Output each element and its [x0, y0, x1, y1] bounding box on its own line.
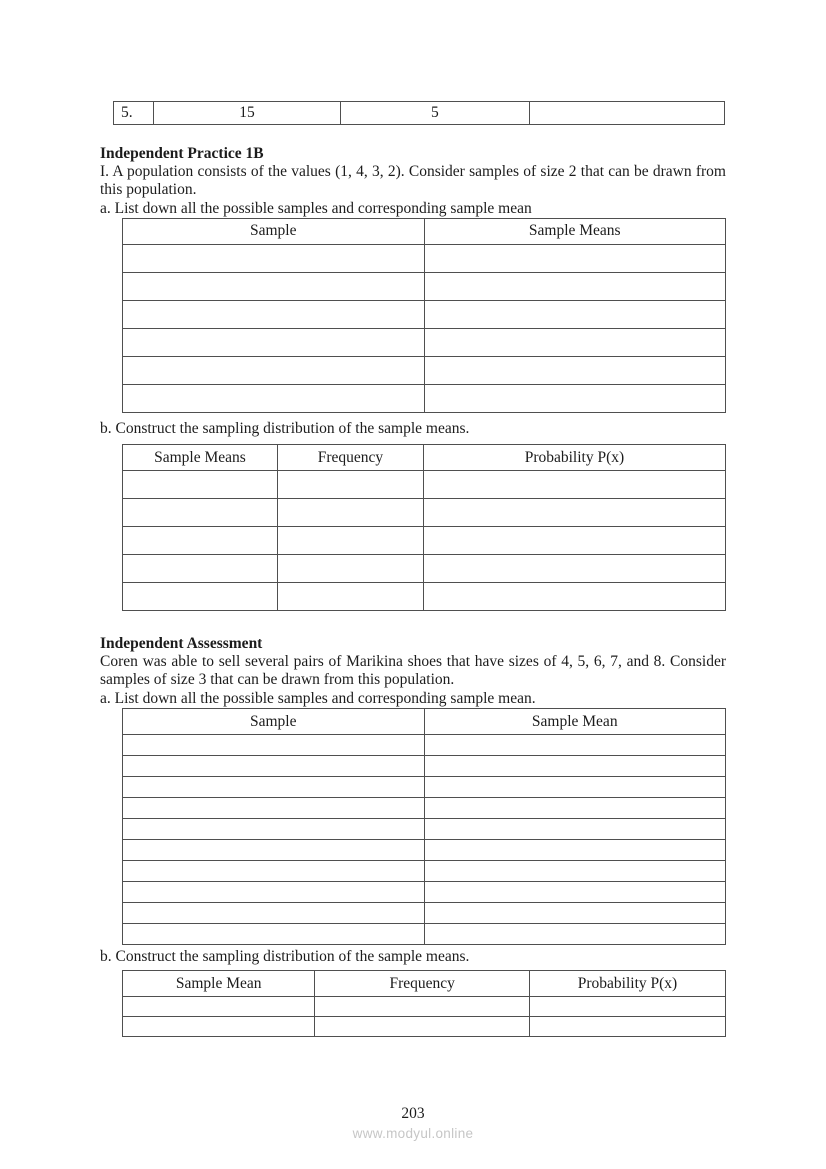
empty-table-row [123, 300, 726, 328]
empty-cell [424, 356, 726, 384]
empty-cell [123, 1017, 315, 1037]
empty-table-row [123, 527, 726, 555]
empty-cell [530, 1017, 726, 1037]
empty-cell [123, 819, 425, 840]
empty-table-row [123, 499, 726, 527]
empty-cell [123, 583, 278, 611]
column-header-frequency: Frequency [315, 971, 530, 997]
empty-cell [277, 527, 423, 555]
carryover-table [113, 101, 725, 125]
empty-cell [424, 840, 726, 861]
empty-cell [277, 555, 423, 583]
empty-table-row [123, 735, 726, 756]
empty-cell [123, 840, 425, 861]
empty-cell [530, 997, 726, 1017]
assessment-task-b: b. Construct the sampling distribution of the sample means. [100, 948, 470, 966]
table-header-row [123, 218, 726, 244]
empty-cell [315, 1017, 530, 1037]
empty-cell [530, 102, 725, 125]
empty-table-row [123, 356, 726, 384]
empty-table-row [123, 819, 726, 840]
value-cell: 5 [340, 102, 529, 125]
empty-cell [123, 272, 425, 300]
empty-cell [424, 328, 726, 356]
column-header-sample: Sample [123, 218, 425, 244]
empty-cell [423, 471, 725, 499]
empty-cell [123, 300, 425, 328]
empty-cell [424, 756, 726, 777]
assessment-samples-table [122, 708, 726, 945]
empty-table-row [123, 471, 726, 499]
page-footer [0, 1104, 826, 1141]
empty-cell [123, 997, 315, 1017]
column-header-sample-mean: Sample Mean [424, 709, 726, 735]
assessment-task-a: a. List down all the possible samples and corresponding sample mean. [100, 689, 536, 707]
empty-table-row [123, 272, 726, 300]
empty-cell [424, 272, 726, 300]
table-header-row [123, 709, 726, 735]
empty-cell [123, 924, 425, 945]
empty-cell [423, 583, 725, 611]
row-number-cell: 5. [114, 102, 154, 125]
empty-table-row [123, 583, 726, 611]
empty-table-row [123, 903, 726, 924]
table-row [114, 102, 725, 125]
empty-table-row [123, 997, 726, 1017]
empty-table-row [123, 756, 726, 777]
empty-cell [123, 356, 425, 384]
empty-cell [424, 300, 726, 328]
empty-cell [424, 777, 726, 798]
empty-cell [424, 924, 726, 945]
practice-1b-distribution-table [122, 444, 726, 611]
empty-cell [123, 499, 278, 527]
empty-table-row [123, 798, 726, 819]
empty-table-row [123, 1017, 726, 1037]
empty-cell [277, 499, 423, 527]
empty-cell [424, 903, 726, 924]
empty-cell [424, 384, 726, 412]
practice-1b-samples-table [122, 218, 726, 413]
empty-table-row [123, 840, 726, 861]
empty-cell [123, 798, 425, 819]
empty-cell [123, 471, 278, 499]
empty-cell [123, 735, 425, 756]
empty-table-row [123, 328, 726, 356]
empty-table-row [123, 244, 726, 272]
empty-cell [424, 882, 726, 903]
empty-table-row [123, 777, 726, 798]
empty-cell [123, 328, 425, 356]
column-header-frequency: Frequency [277, 445, 423, 471]
empty-cell [123, 903, 425, 924]
empty-cell [123, 882, 425, 903]
empty-cell [123, 777, 425, 798]
empty-cell [123, 555, 278, 583]
assessment-title: Independent Assessment [100, 635, 263, 653]
column-header-probability: Probability P(x) [423, 445, 725, 471]
watermark-text: www.modyul.online [352, 1126, 474, 1141]
empty-cell [123, 244, 425, 272]
empty-table-row [123, 924, 726, 945]
empty-cell [423, 555, 725, 583]
column-header-sample: Sample [123, 709, 425, 735]
practice-1b-task-a: a. List down all the possible samples and corresponding sample mean [100, 199, 532, 217]
empty-cell [277, 471, 423, 499]
page-number: 203 [401, 1105, 425, 1122]
column-header-sample-means: Sample Means [424, 218, 726, 244]
empty-cell [424, 244, 726, 272]
empty-cell [424, 819, 726, 840]
empty-table-row [123, 882, 726, 903]
column-header-sample-mean: Sample Mean [123, 971, 315, 997]
column-header-sample-means: Sample Means [123, 445, 278, 471]
empty-table-row [123, 555, 726, 583]
empty-cell [123, 756, 425, 777]
empty-cell [315, 997, 530, 1017]
value-cell: 15 [154, 102, 340, 125]
empty-cell [424, 735, 726, 756]
assessment-intro: Coren was able to sell several pairs of Marikina shoes that have sizes of 4, 5, 6, 7, and 8. Consider samples of size 3 that can be drawn from this population. [100, 653, 726, 689]
practice-1b-task-b: b. Construct the sampling distribution of the sample means. [100, 419, 470, 437]
practice-1b-intro: I. A population consists of the values (1, 4, 3, 2). Consider samples of size 2 that can be drawn from this population. [100, 163, 726, 199]
practice-1b-title: Independent Practice 1B [100, 145, 264, 162]
empty-cell [423, 499, 725, 527]
column-header-probability: Probability P(x) [530, 971, 726, 997]
empty-cell [424, 861, 726, 882]
assessment-distribution-table [122, 970, 726, 1037]
table-header-row [123, 971, 726, 997]
empty-table-row [123, 384, 726, 412]
empty-cell [123, 861, 425, 882]
table-header-row [123, 445, 726, 471]
empty-table-row [123, 861, 726, 882]
empty-cell [423, 527, 725, 555]
empty-cell [123, 527, 278, 555]
empty-cell [277, 583, 423, 611]
empty-cell [424, 798, 726, 819]
empty-cell [123, 384, 425, 412]
